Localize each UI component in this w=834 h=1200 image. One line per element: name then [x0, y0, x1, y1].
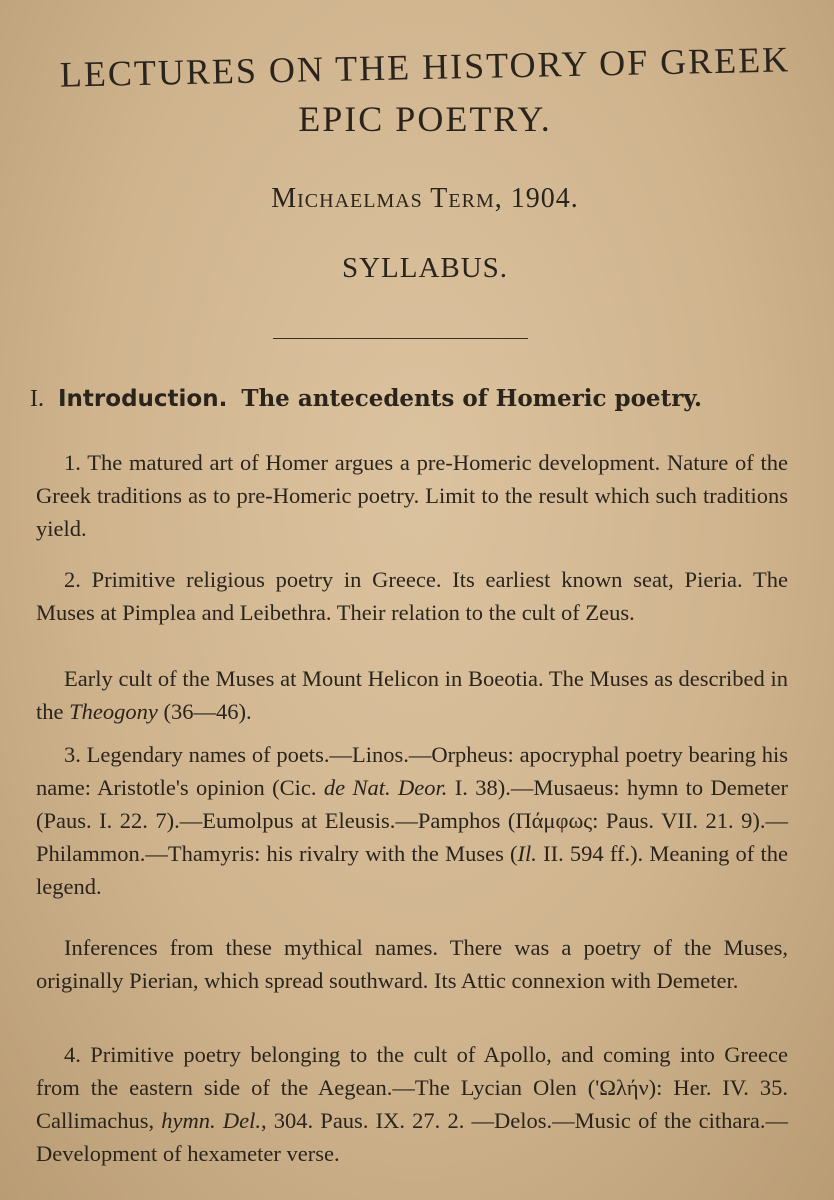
section-title-b: The antecedents of Homeric poetry.: [241, 385, 703, 412]
title-line-2: EPIC POETRY.: [298, 99, 552, 139]
paragraph-1-text: 1. The matured art of Homer argues a pre-Homeric development. Nature of the Greek traditions as to pre-Homeric poetry. Limit to the result which such traditions yield.: [36, 450, 788, 541]
iliad-abbrev: Il.: [517, 841, 537, 866]
paragraph-4-text: 4. Primitive poetry belonging to the cult of Apollo, and coming into Greece from the eastern side of the Aegean.—The Lycian Olen ('Ωλήν): Her. IV. 35. Callimachus,: [36, 1042, 788, 1133]
paragraph-2b: [36, 662, 788, 728]
term-heading: Michaelmas Term, 1904.: [271, 183, 579, 214]
section-heading: [30, 383, 810, 413]
paragraph-3b-text: Inferences from these mythical names. There was a poetry of the Muses, originally Pierian, which spread southward. Its Attic connexion with Demeter.: [36, 935, 788, 993]
paragraph-3-mid: I. 38).—Musaeus: hymn to Demeter (Paus. I. 22. 7).—Eumolpus at Eleusis.—Pamphos (Πάμφως: Paus. VII. 21. 9).—Philammon.—Thamyris: his rivalry with the Muses (: [36, 775, 788, 866]
paragraph-2b-text: Early cult of the Muses at Mount Helicon in Boeotia. The Muses as described in the: [36, 666, 788, 724]
section-title-a: Introduction.: [58, 386, 228, 412]
paragraph-3: [36, 738, 788, 903]
paragraph-1: [36, 446, 788, 545]
section-number: I.: [30, 386, 44, 412]
paragraph-3b: [36, 931, 788, 997]
paragraph-2-text: 2. Primitive religious poetry in Greece. Its earliest known seat, Pieria. The Muses at Pimplea and Leibethra. Their relation to the cult of Zeus.: [36, 567, 788, 625]
divider-rule: [273, 338, 528, 339]
cicero-title: de Nat. Deor.: [323, 775, 448, 800]
theogony-title: Theogony: [69, 699, 158, 724]
paragraph-3-text: 3. Legendary names of poets.—Linos.—Orpheus: apocryphal poetry bearing his name: Aristotle's opinion (Cic.: [36, 742, 788, 800]
title-line-1: LECTURES ON THE HISTORY OF GREEK: [59, 39, 791, 95]
syllabus-heading: SYLLABUS.: [341, 252, 509, 284]
paragraph-3-end: II. 594 ff.). Meaning of the legend.: [36, 841, 788, 899]
paragraph-4-end: , 304. Paus. IX. 27. 2. —Delos.—Music of the cithara.—Development of hexameter verse.: [36, 1108, 788, 1166]
callimachus-title: hymn. Del.: [161, 1108, 261, 1133]
paragraph-4: [36, 1038, 788, 1170]
paragraph-2b-end: (36—46).: [157, 699, 252, 724]
paragraph-2: [36, 563, 788, 629]
